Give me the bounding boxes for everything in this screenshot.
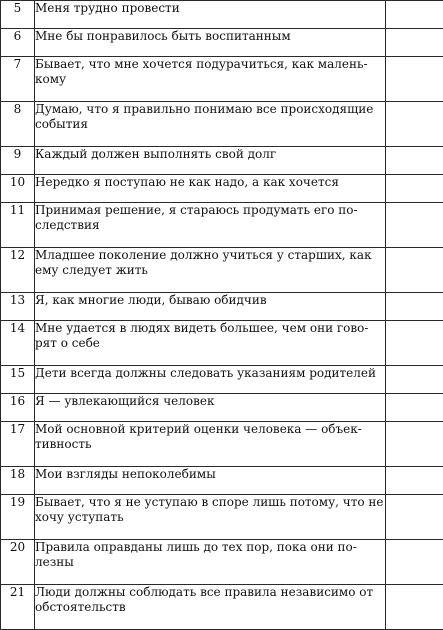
answer-cell[interactable] [386,394,443,422]
answer-cell[interactable] [386,102,443,147]
statement-line: хочу уступать [35,510,385,525]
statement-line: ему следует жить [35,263,385,278]
answer-cell[interactable] [386,57,443,102]
statement-text [35,540,386,585]
statement-line: Нередко я поступаю не как надо, а как хочется [35,175,385,190]
questionnaire-body [1,1,443,630]
statement-line: Младшее поколение должно учиться у старших, как [35,248,385,263]
statement-line: Я, как многие люди, бываю обидчив [35,293,385,308]
row-number: 14 [1,321,35,366]
statement-line: Люди должны соблюдать все правила независимо от [35,585,385,600]
answer-cell[interactable] [386,248,443,293]
table-row [1,175,443,203]
table-row [1,321,443,366]
answer-cell[interactable] [386,293,443,321]
statement-line: Мне бы понравилось быть воспитанным [35,29,385,44]
answer-cell[interactable] [386,495,443,540]
statement-line: Бывает, что мне хочется подурачиться, как малень- [35,57,385,72]
table-row [1,57,443,102]
answer-cell[interactable] [386,366,443,394]
row-number: 17 [1,422,35,467]
statement-line: тивность [35,437,385,452]
statement-text [35,175,386,203]
row-number: 11 [1,203,35,248]
row-number: 7 [1,57,35,102]
table-row [1,293,443,321]
answer-cell[interactable] [386,1,443,29]
answer-cell[interactable] [386,29,443,57]
answer-cell[interactable] [386,585,443,630]
table-row [1,147,443,175]
answer-cell[interactable] [386,467,443,495]
statement-line: обстоятельств [35,600,385,615]
answer-cell[interactable] [386,175,443,203]
table-row [1,540,443,585]
statement-line: кому [35,72,385,87]
statement-text [35,1,386,29]
statement-line: Мой основной критерий оценки человека — объек- [35,422,385,437]
statement-text [35,495,386,540]
statement-text [35,467,386,495]
statement-line: Каждый должен выполнять свой долг [35,147,385,162]
statement-line: лезны [35,555,385,570]
statement-text [35,102,386,147]
answer-cell[interactable] [386,203,443,248]
statement-text [35,321,386,366]
statement-line: Я — увлекающийся человек [35,394,385,409]
row-number: 21 [1,585,35,630]
statement-text [35,248,386,293]
statement-text [35,422,386,467]
row-number: 10 [1,175,35,203]
table-row [1,394,443,422]
statement-text [35,29,386,57]
statement-text [35,293,386,321]
statement-text [35,585,386,630]
statement-line: события [35,117,385,132]
statement-line: Мне удается в людях видеть большее, чем они гово- [35,321,385,336]
statement-line: Принимая решение, я стараюсь продумать его по- [35,203,385,218]
answer-cell[interactable] [386,540,443,585]
row-number: 13 [1,293,35,321]
answer-cell[interactable] [386,147,443,175]
statement-line: Меня трудно провести [35,1,385,16]
row-number: 12 [1,248,35,293]
table-row [1,422,443,467]
row-number: 9 [1,147,35,175]
table-row [1,29,443,57]
table-row [1,102,443,147]
table-row [1,366,443,394]
statement-line: рят о себе [35,336,385,351]
table-row [1,1,443,29]
statement-line: Думаю, что я правильно понимаю все происходящие [35,102,385,117]
table-row [1,248,443,293]
statement-text [35,203,386,248]
answer-cell[interactable] [386,422,443,467]
row-number: 18 [1,467,35,495]
row-number: 16 [1,394,35,422]
statement-text [35,57,386,102]
table-row [1,585,443,630]
row-number: 5 [1,1,35,29]
row-number: 20 [1,540,35,585]
statement-line: Правила оправданы лишь до тех пор, пока они по- [35,540,385,555]
statement-text [35,366,386,394]
table-row [1,495,443,540]
answer-cell[interactable] [386,321,443,366]
row-number: 8 [1,102,35,147]
statement-line: следствия [35,218,385,233]
row-number: 15 [1,366,35,394]
statement-text [35,394,386,422]
statement-text [35,147,386,175]
table-row [1,203,443,248]
row-number: 6 [1,29,35,57]
statement-line: Дети всегда должны следовать указаниям родителей [35,366,385,381]
row-number: 19 [1,495,35,540]
table-row [1,467,443,495]
statement-line: Бывает, что я не уступаю в споре лишь потому, что не [35,495,385,510]
statement-line: Мои взгляды непоколебимы [35,467,385,482]
